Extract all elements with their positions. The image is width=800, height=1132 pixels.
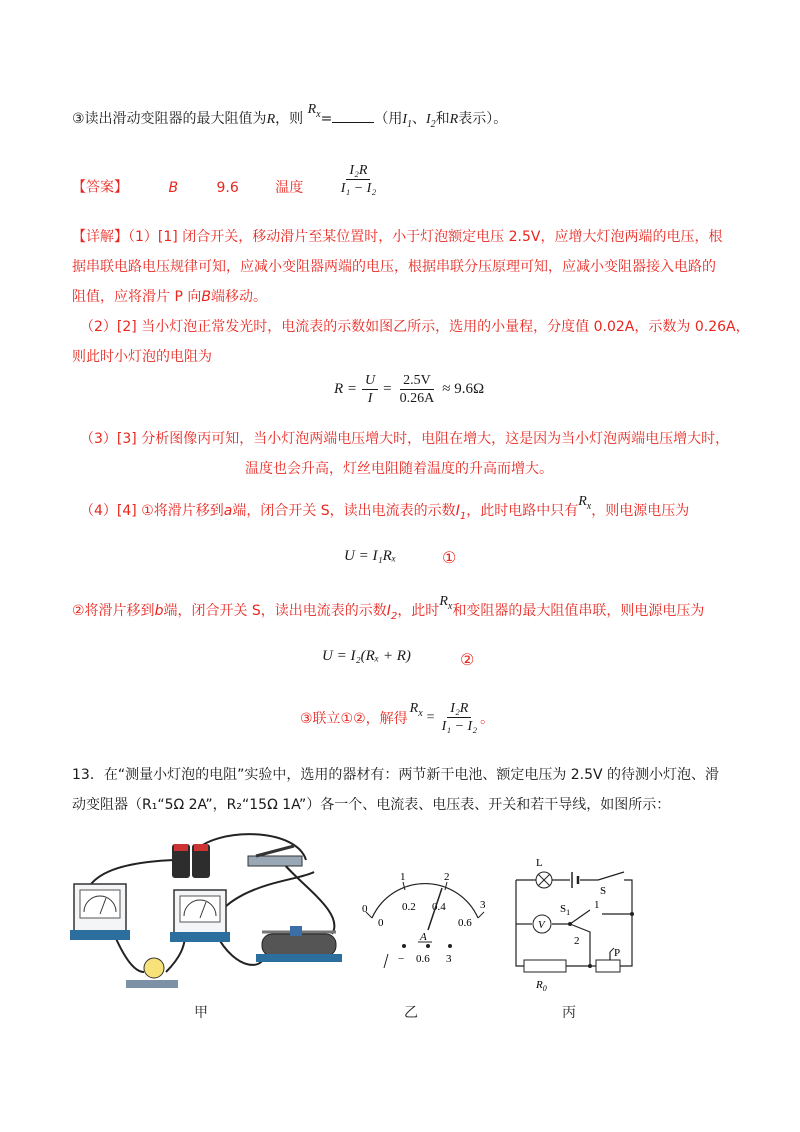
dial-top-label: 3	[480, 899, 486, 911]
answer-label: 【答案】	[72, 179, 128, 196]
equation-1-marker: ①	[442, 548, 457, 567]
question-13-line1: 13．在“测量小灯泡的电阻”实验中，选用的器材有：两节新干电池、额定电压为 2.5V 的待测小灯泡、滑	[72, 767, 720, 783]
detail-p4-line1: （4）[4] ①将滑片移到a端，闭合开关 S，读出电流表的示数$I_1$，此时电路中只有$R_x$，则电源电压为	[80, 494, 690, 522]
terminal-label: 3	[446, 953, 452, 965]
detail-p2-line2: 则此时小灯泡的电阻为	[72, 349, 212, 365]
detail-p1-line2: 据串联电路电压规律可知，应减小变阻器两端的电压，根据串联分压原理可知，应减小变阻器接入电路的	[72, 259, 716, 275]
detail-p3-line2: 温度也会升高，灯丝电阻随着温度的升高而增大。	[245, 461, 553, 477]
detail-p3-line1: （3）[3] 分析图像丙可知，当小灯泡两端电压增大时，电阻在增大，这是因为当小灯泡两端电压增大时，	[80, 431, 730, 447]
svg-text:2: 2	[574, 935, 580, 947]
equation-2-marker: ②	[460, 650, 475, 669]
detail-p5-line: ②将滑片移到b端，闭合开关 S，读出电流表的示数$I_2$，此时$R_x$和变阻器的最大阻值串联，则电源电压为	[72, 594, 705, 622]
dial-top-label: 0	[362, 903, 368, 915]
voltmeter-icon	[70, 884, 130, 940]
dial-top-label: 1	[400, 871, 406, 883]
switch-icon	[248, 846, 302, 866]
figure-ammeter-dial	[360, 866, 490, 976]
svg-text:P: P	[614, 947, 621, 959]
detail-label: 【详解】	[72, 229, 128, 245]
svg-text:1: 1	[594, 899, 600, 911]
svg-text:S1: $S_1$	[560, 903, 571, 917]
caption-jia: 甲	[194, 1006, 208, 1021]
dial-bottom-label: 0.4	[432, 901, 446, 913]
answer-line	[72, 163, 379, 205]
detail-p1-line3: 阻值，应将滑片 P 向B端移动。	[72, 289, 267, 305]
svg-text:R0: $R_0$	[536, 979, 547, 992]
rheostat-icon	[596, 960, 620, 972]
question-line: ③读出滑动变阻器的最大阻值为R，则 $R_x=$ （用$I_1$、$I_2$和R表示）。	[72, 102, 508, 130]
rheostat-icon	[256, 926, 342, 962]
terminal-label: 0.6	[416, 953, 430, 965]
rx-symbol: $R_x$	[307, 102, 321, 120]
terminal-label: −	[398, 953, 405, 965]
answer-4-fraction: $\frac{\text{I₂R}}{\text{I₁ − I₂}}$	[340, 163, 377, 196]
equation-2: U = I₂(Rₓ + R)	[322, 648, 411, 664]
equation-resistance: R = $\frac{U}{I}$ = $\frac{2.5V}{0.26A}$ ≈ 9.6Ω	[334, 373, 485, 406]
figure-circuit	[506, 852, 636, 992]
dial-unit: A	[420, 931, 427, 943]
dial-bottom-label: 0	[378, 917, 384, 929]
detail-p6-line: ③联立①②，解得 $R_x$ = $\frac{\text{I₂R}}{\text{I₁ − I₂}}$ 。	[300, 700, 495, 734]
answer-3: 温度	[275, 179, 304, 196]
detail-p2-line1: （2）[2] 当小灯泡正常发光时，电流表的示数如图乙所示，选用的小量程，分度值 0.02A，示数为 0.26A，	[80, 319, 750, 335]
caption-bing: 丙	[562, 1006, 576, 1021]
dial-bottom-label: 0.2	[402, 901, 416, 913]
bulb-icon	[126, 958, 178, 988]
battery-icon	[172, 844, 210, 878]
dial-top-label: 2	[444, 871, 450, 883]
answer-blank	[332, 110, 374, 123]
equation-1: U = I₁Rₓ	[344, 548, 397, 564]
svg-text:V: V	[538, 919, 545, 931]
detail-p1-line1: 【详解】（1）[1] 闭合开关，移动滑片至某位置时，小于灯泡额定电压 2.5V，应增大灯泡两端的电压，根	[72, 229, 723, 245]
question-13-line2: 动变阻器（R₁“5Ω 2A”，R₂“15Ω 1A”）各一个、电流表、电压表、开关和若干导线，如图所示：	[72, 797, 671, 813]
answer-1: B	[168, 179, 179, 196]
svg-text:L: L	[536, 857, 543, 869]
resistor-r0-icon	[524, 960, 566, 972]
figure-apparatus	[66, 822, 356, 1002]
caption-yi: 乙	[404, 1006, 418, 1021]
dial-bottom-label: 0.6	[458, 917, 472, 929]
svg-text:S: S	[600, 885, 607, 897]
answer-2: 9.6	[216, 179, 239, 196]
ammeter-icon	[170, 890, 230, 942]
